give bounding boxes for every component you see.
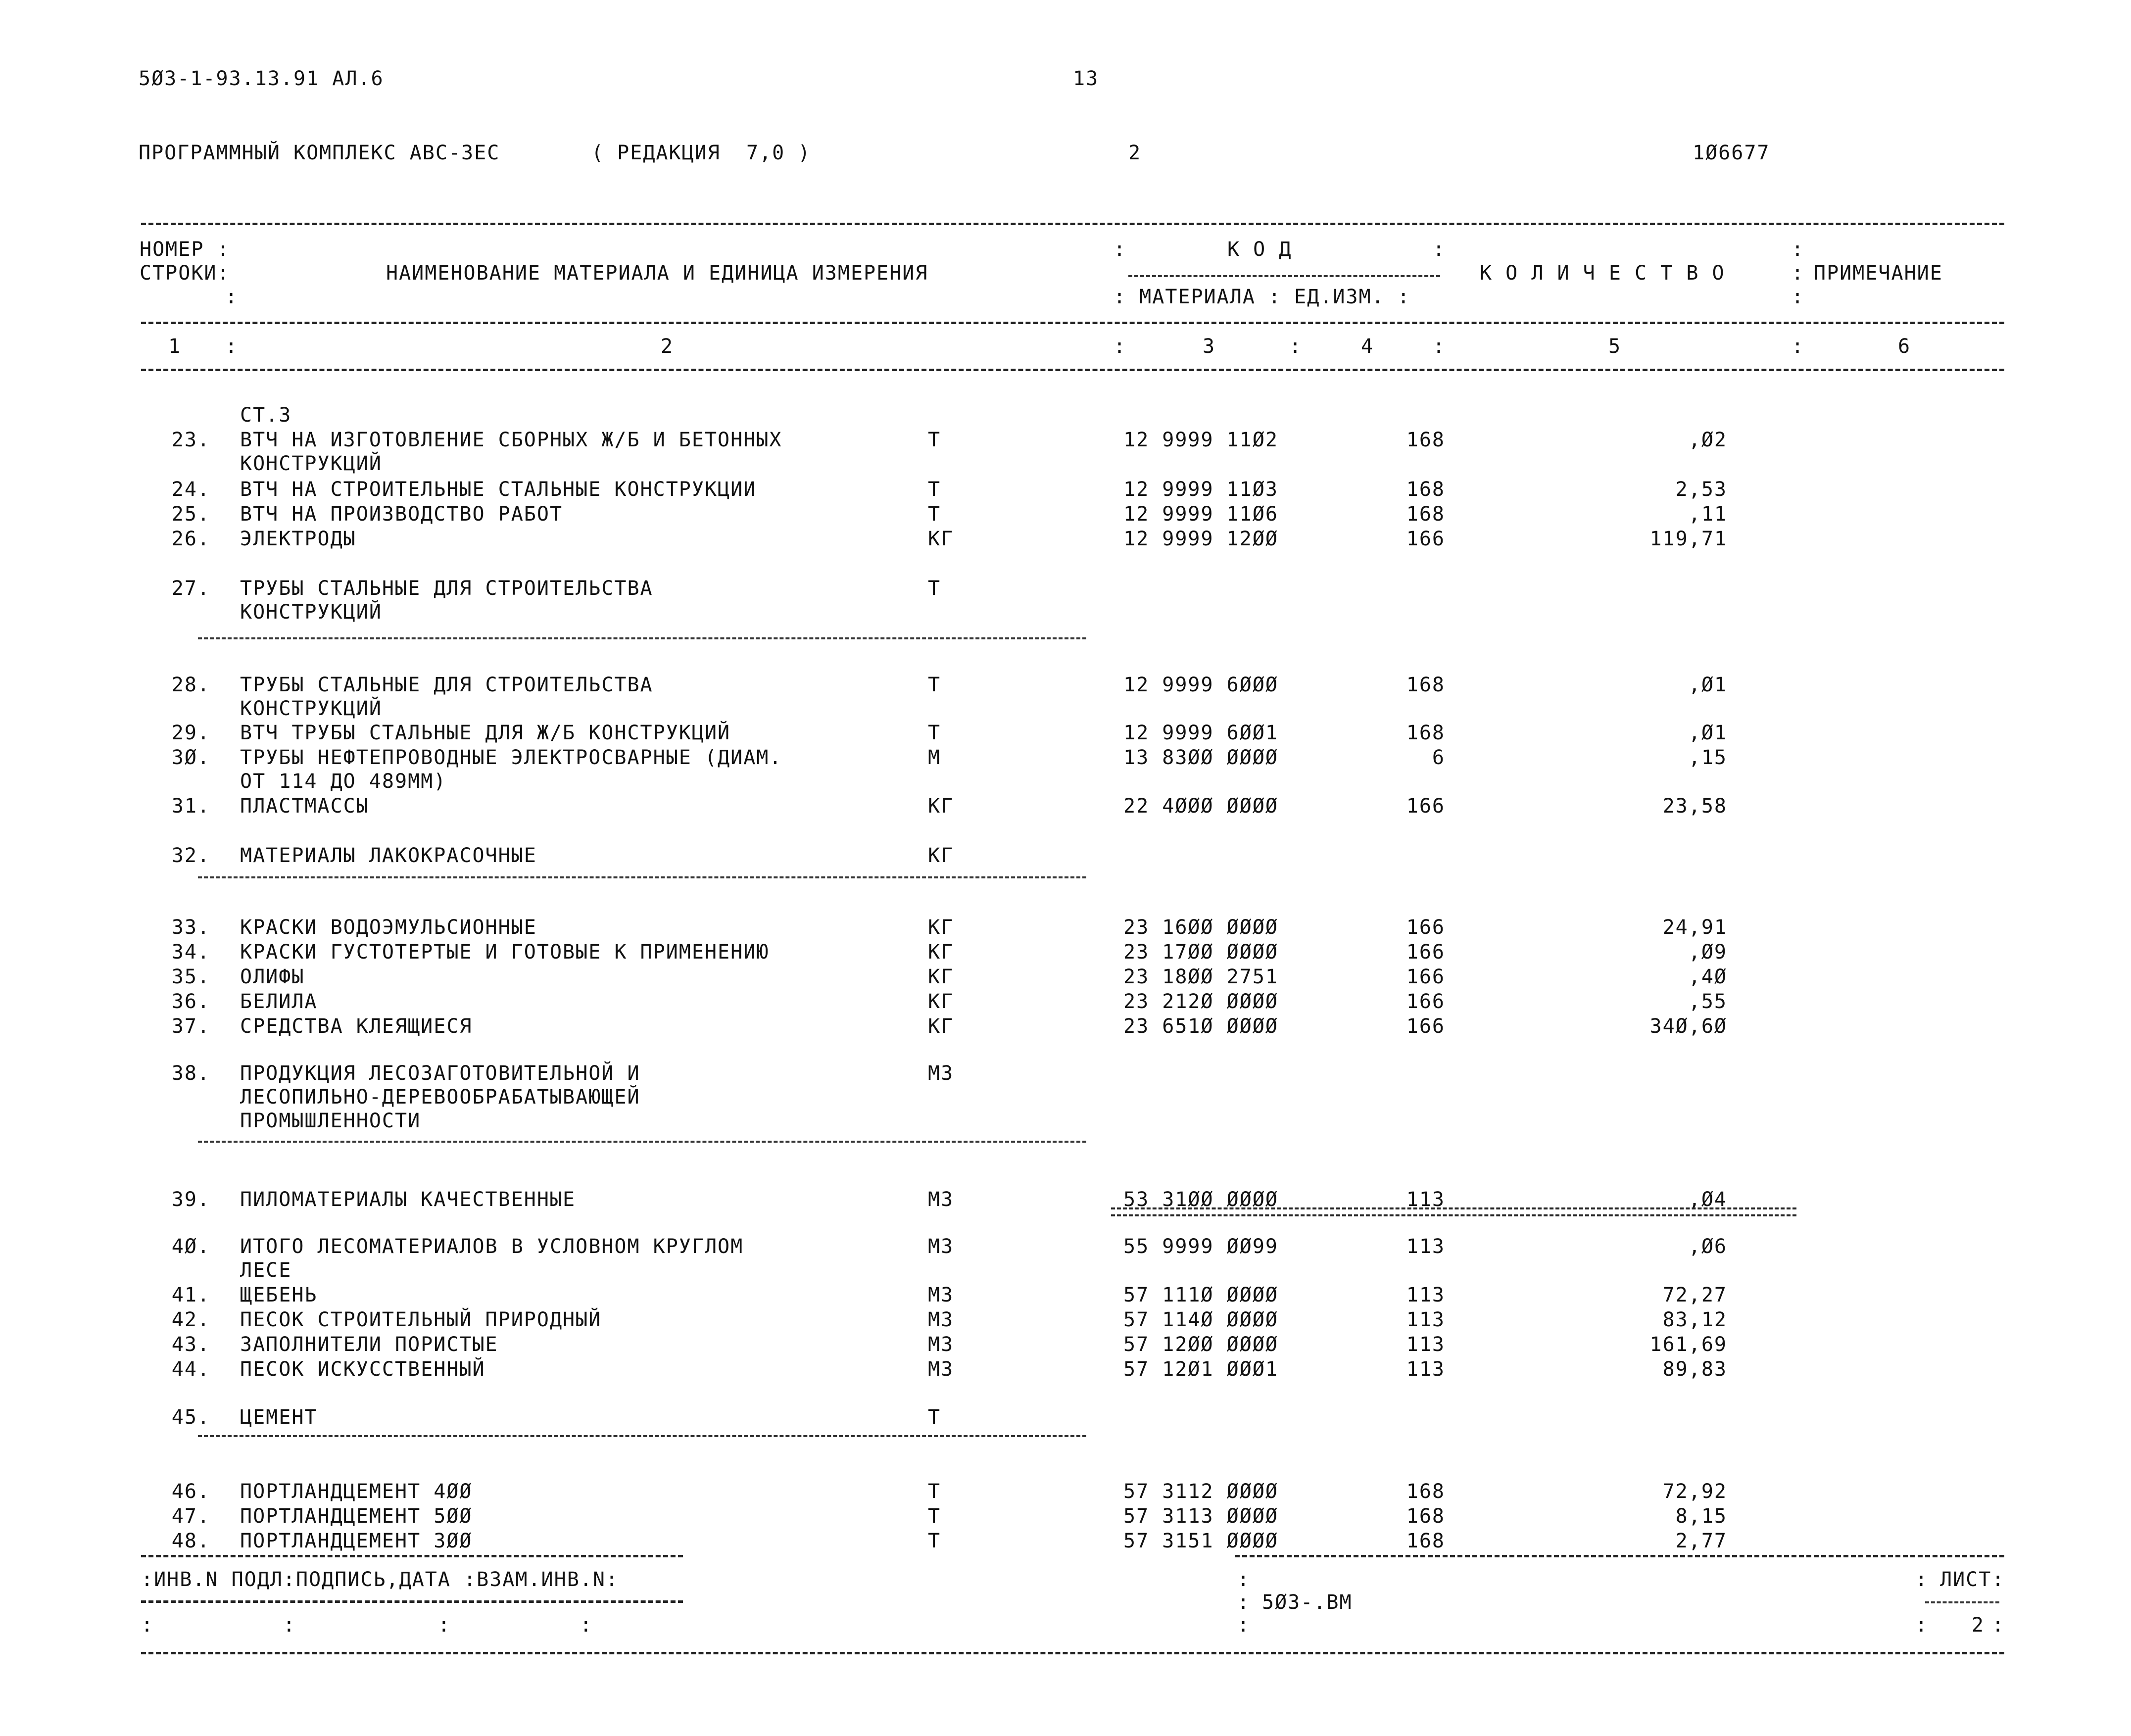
unit-code: 168 xyxy=(1406,722,1445,744)
unit-of-measure: КГ xyxy=(928,941,954,964)
material-name-cont: ЛЕСЕ xyxy=(240,1259,292,1282)
group-rule xyxy=(198,876,1086,878)
row-number: 39. xyxy=(171,1188,210,1211)
quantity: ,11 xyxy=(1688,503,1727,526)
unit-of-measure: Т xyxy=(928,674,941,696)
material-code: 55 9999 ØØ99 xyxy=(1123,1235,1278,1258)
quantity: 8,15 xyxy=(1675,1505,1727,1528)
material-name: ПОРТЛАНДЦЕМЕНТ 4ØØ xyxy=(240,1480,473,1503)
unit-of-measure: М3 xyxy=(928,1062,954,1085)
unit-code: 166 xyxy=(1406,1015,1445,1038)
stamp-mid-rule xyxy=(141,1600,683,1603)
quantity: ,Ø2 xyxy=(1688,429,1727,451)
material-code: 23 212Ø ØØØØ xyxy=(1123,990,1278,1013)
material-name: ЩЕБЕНЬ xyxy=(240,1284,318,1306)
col-index-1: 1 xyxy=(168,335,182,358)
header-mid-rule xyxy=(141,322,2004,324)
doc-ref-sep: : xyxy=(1237,1614,1251,1637)
group-rule xyxy=(198,1435,1086,1437)
material-code: 57 12Ø1 ØØØ1 xyxy=(1123,1358,1278,1381)
material-code: 57 12ØØ ØØØØ xyxy=(1123,1333,1278,1356)
unit-code: 113 xyxy=(1406,1358,1445,1381)
col-sep: : xyxy=(1792,335,1805,358)
stamp-top-rule xyxy=(141,1555,683,1557)
header-name-title: НАИМЕНОВАНИЕ МАТЕРИАЛА И ЕДИНИЦА ИЗМЕРЕНИЯ xyxy=(386,262,928,285)
quantity: 89,83 xyxy=(1662,1358,1727,1381)
material-name: ОЛИФЫ xyxy=(240,965,305,988)
quantity: 2,77 xyxy=(1675,1530,1727,1552)
material-name: БЕЛИЛА xyxy=(240,990,318,1013)
material-name-cont: ЛЕСОПИЛЬНО-ДЕРЕВООБРАБАТЫВАЮЩЕЙ xyxy=(240,1086,640,1109)
unit-code: 113 xyxy=(1406,1235,1445,1258)
stamp-bottom-rule xyxy=(141,1652,2004,1654)
quantity: 24,91 xyxy=(1662,916,1727,939)
quantity: 72,27 xyxy=(1662,1284,1727,1306)
section-label: СТ.3 xyxy=(240,404,292,427)
col-sep: : xyxy=(1114,335,1127,358)
sheet-box-sep: : xyxy=(1992,1614,2005,1637)
material-code: 53 31ØØ ØØØØ xyxy=(1123,1188,1278,1211)
unit-of-measure: КГ xyxy=(928,990,954,1013)
material-code: 57 3113 ØØØØ xyxy=(1123,1505,1278,1528)
material-name: ПРОДУКЦИЯ ЛЕСОЗАГОТОВИТЕЛЬНОЙ И xyxy=(240,1062,640,1085)
material-name: МАТЕРИАЛЫ ЛАКОКРАСОЧНЫЕ xyxy=(240,844,537,867)
sheet-box-sep: : xyxy=(1915,1568,1929,1591)
header-kod-title: К О Д xyxy=(1227,238,1292,261)
row-number: 36. xyxy=(171,990,210,1013)
header-kod-sub: : МАТЕРИАЛА : ЕД.ИЗМ. : xyxy=(1114,286,1410,308)
row-number: 35. xyxy=(171,965,210,988)
col-sep: : xyxy=(225,335,239,358)
quantity: 34Ø,6Ø xyxy=(1649,1015,1727,1038)
unit-of-measure: Т xyxy=(928,1505,941,1528)
material-name: СРЕДСТВА КЛЕЯЩИЕСЯ xyxy=(240,1015,473,1038)
row-number: 24. xyxy=(171,478,210,501)
unit-code: 166 xyxy=(1406,795,1445,818)
unit-of-measure: М3 xyxy=(928,1358,954,1381)
row-number: 25. xyxy=(171,503,210,526)
material-code: 13 83ØØ ØØØØ xyxy=(1123,746,1278,769)
material-code: 12 9999 11Ø2 xyxy=(1123,429,1278,451)
doc-code: 5Ø3-1-93.13.91 АЛ.6 xyxy=(139,67,384,90)
doc-ref-sep: : xyxy=(1237,1591,1251,1614)
material-name: КРАСКИ ГУСТОТЕРТЫЕ И ГОТОВЫЕ К ПРИМЕНЕНИЮ xyxy=(240,941,770,964)
row-number: 43. xyxy=(171,1333,210,1356)
unit-code: 113 xyxy=(1406,1284,1445,1306)
material-code: 12 9999 6ØØØ xyxy=(1123,674,1278,696)
material-code: 23 651Ø ØØØØ xyxy=(1123,1015,1278,1038)
quantity: 23,58 xyxy=(1662,795,1727,818)
unit-code: 113 xyxy=(1406,1188,1445,1211)
sheet-number-top: 2 xyxy=(1128,142,1142,164)
group-rule xyxy=(198,637,1086,639)
quantity: ,55 xyxy=(1688,990,1727,1013)
material-name-cont: КОНСТРУКЦИЙ xyxy=(240,697,382,720)
unit-of-measure: КГ xyxy=(928,528,954,550)
sheet-label: ЛИСТ xyxy=(1940,1568,1992,1591)
unit-of-measure: Т xyxy=(928,478,941,501)
quantity: ,Ø1 xyxy=(1688,722,1727,744)
material-name: ПОРТЛАНДЦЕМЕНТ 5ØØ xyxy=(240,1505,473,1528)
row-number: 48. xyxy=(171,1530,210,1552)
material-name: ПИЛОМАТЕРИАЛЫ КАЧЕСТВЕННЫЕ xyxy=(240,1188,576,1211)
material-code: 57 111Ø ØØØØ xyxy=(1123,1284,1278,1306)
unit-code: 166 xyxy=(1406,528,1445,550)
material-name: ПЕСОК СТРОИТЕЛЬНЫЙ ПРИРОДНЫЙ xyxy=(240,1308,602,1331)
unit-of-measure: КГ xyxy=(928,795,954,818)
material-name: ПЕСОК ИСКУССТВЕННЫЙ xyxy=(240,1358,485,1381)
header-num-line1: НОМЕР : xyxy=(140,238,230,261)
unit-of-measure: Т xyxy=(928,1406,941,1429)
unit-of-measure: КГ xyxy=(928,916,954,939)
material-code: 12 9999 11Ø3 xyxy=(1123,478,1278,501)
material-name-cont: ПРОМЫШЛЕННОСТИ xyxy=(240,1109,421,1132)
col-sep: : xyxy=(1433,335,1446,358)
header-bottom-rule xyxy=(141,369,2004,371)
quantity: ,4Ø xyxy=(1688,965,1727,988)
material-code: 12 9999 12ØØ xyxy=(1123,528,1278,550)
row-number: 29. xyxy=(171,722,210,744)
quantity: 119,71 xyxy=(1649,528,1727,550)
stamp-row: : : : : xyxy=(141,1614,593,1637)
material-name: ВТЧ НА СТРОИТЕЛЬНЫЕ СТАЛЬНЫЕ КОНСТРУКЦИИ xyxy=(240,478,757,501)
unit-of-measure: КГ xyxy=(928,1015,954,1038)
sheet-box-sep: : xyxy=(1992,1568,2005,1591)
unit-of-measure: М3 xyxy=(928,1284,954,1306)
unit-code: 166 xyxy=(1406,941,1445,964)
unit-of-measure: М3 xyxy=(928,1308,954,1331)
unit-code: 168 xyxy=(1406,478,1445,501)
unit-code: 168 xyxy=(1406,674,1445,696)
material-name-cont: КОНСТРУКЦИЙ xyxy=(240,601,382,624)
unit-of-measure: КГ xyxy=(928,965,954,988)
doc-ref-sep: : xyxy=(1237,1568,1251,1591)
row-number: 23. xyxy=(171,429,210,451)
material-name: ВТЧ НА ПРОИЗВОДСТВО РАБОТ xyxy=(240,503,563,526)
header-num-line3: : xyxy=(225,286,239,308)
header-sep: : xyxy=(1792,262,1805,285)
material-code: 23 18ØØ 2751 xyxy=(1123,965,1278,988)
header-sep: : xyxy=(1792,238,1805,261)
col-index-3: 3 xyxy=(1203,335,1216,358)
col-sep: : xyxy=(1289,335,1303,358)
unit-of-measure: Т xyxy=(928,429,941,451)
material-code: 23 16ØØ ØØØØ xyxy=(1123,916,1278,939)
material-name-cont: ОТ 114 ДО 489ММ) xyxy=(240,770,447,793)
material-code: 12 9999 6ØØ1 xyxy=(1123,722,1278,744)
row-number: 3Ø. xyxy=(171,746,210,769)
unit-code: 166 xyxy=(1406,965,1445,988)
material-name: ТРУБЫ СТАЛЬНЫЕ ДЛЯ СТРОИТЕЛЬСТВА xyxy=(240,577,653,600)
unit-code: 113 xyxy=(1406,1308,1445,1331)
material-name: ВТЧ НА ИЗГОТОВЛЕНИЕ СБОРНЫХ Ж/Б И БЕТОННЫХ xyxy=(240,429,782,451)
unit-code: 113 xyxy=(1406,1333,1445,1356)
sheet-box-sep: : xyxy=(1915,1614,1929,1637)
material-code: 57 114Ø ØØØØ xyxy=(1123,1308,1278,1331)
material-code: 12 9999 11Ø6 xyxy=(1123,503,1278,526)
unit-of-measure: Т xyxy=(928,722,941,744)
header-top-rule xyxy=(141,223,2004,225)
col-index-5: 5 xyxy=(1608,335,1622,358)
material-name: ТРУБЫ НЕФТЕПРОВОДНЫЕ ЭЛЕКТРОСВАРНЫЕ (ДИАМ. xyxy=(240,746,782,769)
row-number: 28. xyxy=(171,674,210,696)
material-code: 22 4ØØØ ØØØØ xyxy=(1123,795,1278,818)
document-number: 1Ø6677 xyxy=(1693,142,1770,164)
unit-code: 168 xyxy=(1406,1505,1445,1528)
stamp-top-rule-right xyxy=(1235,1555,2004,1557)
row-number: 37. xyxy=(171,1015,210,1038)
unit-of-measure: М3 xyxy=(928,1333,954,1356)
header-sep: : xyxy=(1433,238,1446,261)
material-code: 23 17ØØ ØØØØ xyxy=(1123,941,1278,964)
quantity: 83,12 xyxy=(1662,1308,1727,1331)
quantity: ,15 xyxy=(1688,746,1727,769)
material-code: 57 3112 ØØØØ xyxy=(1123,1480,1278,1503)
header-num-line2: СТРОКИ: xyxy=(140,262,230,285)
row-number: 44. xyxy=(171,1358,210,1381)
row-number: 38. xyxy=(171,1062,210,1085)
page-number: 13 xyxy=(1073,67,1099,90)
col-index-6: 6 xyxy=(1898,335,1911,358)
quantity: 161,69 xyxy=(1649,1333,1727,1356)
material-name-cont: КОНСТРУКЦИЙ xyxy=(240,452,382,475)
unit-of-measure: Т xyxy=(928,1530,941,1552)
quantity: ,Ø9 xyxy=(1688,941,1727,964)
unit-of-measure: Т xyxy=(928,577,941,600)
unit-of-measure: Т xyxy=(928,1480,941,1503)
material-name: ЭЛЕКТРОДЫ xyxy=(240,528,356,550)
material-code: 57 3151 ØØØØ xyxy=(1123,1530,1278,1552)
kod-divider xyxy=(1128,275,1440,277)
quantity: 72,92 xyxy=(1662,1480,1727,1503)
header-qty-title: К О Л И Ч Е С Т В О xyxy=(1480,262,1725,285)
row-number: 47. xyxy=(171,1505,210,1528)
material-name: ТРУБЫ СТАЛЬНЫЕ ДЛЯ СТРОИТЕЛЬСТВА xyxy=(240,674,653,696)
total-double-rule xyxy=(1111,1207,1796,1216)
material-name: ПЛАСТМАССЫ xyxy=(240,795,369,818)
unit-code: 166 xyxy=(1406,990,1445,1013)
row-number: 33. xyxy=(171,916,210,939)
col-index-4: 4 xyxy=(1361,335,1374,358)
group-rule xyxy=(198,1141,1086,1143)
row-number: 32. xyxy=(171,844,210,867)
quantity: 2,53 xyxy=(1675,478,1727,501)
row-number: 27. xyxy=(171,577,210,600)
material-name: ВТЧ ТРУБЫ СТАЛЬНЫЕ ДЛЯ Ж/Б КОНСТРУКЦИЙ xyxy=(240,722,731,744)
header-note-title: ПРИМЕЧАНИЕ xyxy=(1814,262,1943,285)
quantity: ,Ø6 xyxy=(1688,1235,1727,1258)
col-index-2: 2 xyxy=(661,335,674,358)
quantity: ,Ø1 xyxy=(1688,674,1727,696)
unit-of-measure: Т xyxy=(928,503,941,526)
unit-code: 166 xyxy=(1406,916,1445,939)
row-number: 45. xyxy=(171,1406,210,1429)
material-name: ЗАПОЛНИТЕЛИ ПОРИСТЫЕ xyxy=(240,1333,498,1356)
unit-of-measure: М xyxy=(928,746,941,769)
quantity: ,Ø4 xyxy=(1688,1188,1727,1211)
program-name: ПРОГРАММНЫЙ КОМПЛЕКС АВС-3ЕС xyxy=(139,142,500,164)
stamp-header: :ИНВ.N ПОДЛ:ПОДПИСЬ,ДАТА :ВЗАМ.ИНВ.N: xyxy=(141,1568,619,1591)
header-sep: : xyxy=(1114,238,1127,261)
sheet-value: 2 xyxy=(1971,1614,1985,1637)
sheet-box-rule xyxy=(1925,1601,1999,1603)
material-name: ИТОГО ЛЕСОМАТЕРИАЛОВ В УСЛОВНОМ КРУГЛОМ xyxy=(240,1235,744,1258)
material-name: ПОРТЛАНДЦЕМЕНТ 3ØØ xyxy=(240,1530,473,1552)
row-number: 46. xyxy=(171,1480,210,1503)
unit-of-measure: М3 xyxy=(928,1235,954,1258)
program-edition: ( РЕДАКЦИЯ 7,0 ) xyxy=(591,142,811,164)
unit-code: 168 xyxy=(1406,1530,1445,1552)
unit-code: 168 xyxy=(1406,1480,1445,1503)
row-number: 31. xyxy=(171,795,210,818)
row-number: 26. xyxy=(171,528,210,550)
row-number: 4Ø. xyxy=(171,1235,210,1258)
header-sep: : xyxy=(1792,286,1805,308)
doc-ref: 5Ø3-.ВМ xyxy=(1262,1591,1353,1614)
row-number: 42. xyxy=(171,1308,210,1331)
unit-of-measure: КГ xyxy=(928,844,954,867)
material-name: ЦЕМЕНТ xyxy=(240,1406,318,1429)
row-number: 41. xyxy=(171,1284,210,1306)
unit-of-measure: М3 xyxy=(928,1188,954,1211)
unit-code: 168 xyxy=(1406,503,1445,526)
unit-code: 6 xyxy=(1432,746,1445,769)
unit-code: 168 xyxy=(1406,429,1445,451)
row-number: 34. xyxy=(171,941,210,964)
material-name: КРАСКИ ВОДОЭМУЛЬСИОННЫЕ xyxy=(240,916,537,939)
